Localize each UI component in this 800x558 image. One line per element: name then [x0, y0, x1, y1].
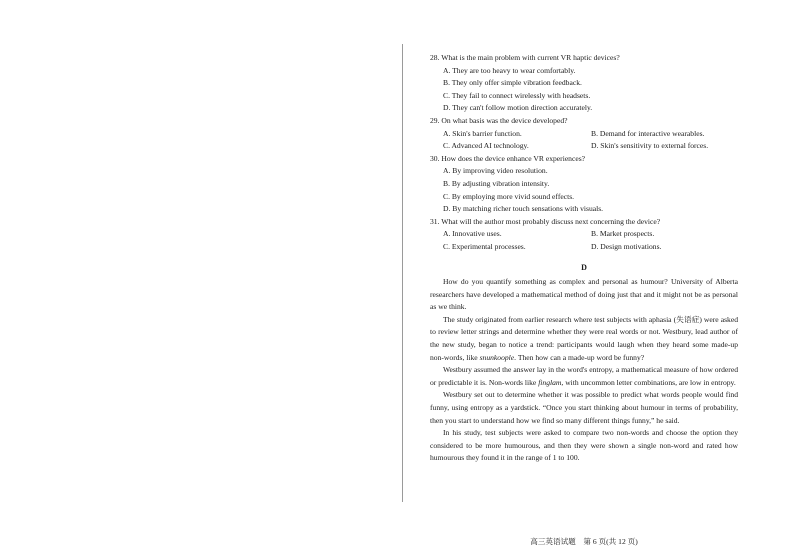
- section-title: D: [581, 262, 587, 272]
- question-28: [430, 52, 738, 115]
- right-column: [430, 52, 738, 465]
- question-stem: 31. What will the author most probably discuss next concerning the device?: [430, 216, 661, 226]
- option-d: D. By matching richer touch sensations with visuals.: [443, 204, 604, 214]
- options-row: [430, 140, 738, 153]
- paragraph-text: , with uncommon letter combinations, are low in entropy.: [561, 377, 736, 387]
- options-row: [430, 241, 738, 254]
- page-footer: 高三英语试题 第 6 页(共 12 页): [530, 537, 638, 546]
- option-a: A. By improving video resolution.: [443, 166, 548, 176]
- option-d: D. Design motivations.: [591, 241, 662, 251]
- paragraph-text: The study originated from earlier research where test subjects with aphasia (失语症) were asked to review letter strings and determine whether they were real words or not. Westbury, lead author of the new study, began to notice a trend: participants would laugh when they heard some made-up non-words, like: [430, 314, 738, 362]
- question-30: [430, 153, 738, 216]
- question-stem: 30. How does the device enhance VR experiences?: [430, 153, 586, 163]
- option-b: B. Demand for interactive wearables.: [591, 128, 705, 138]
- passage-paragraph-2: [430, 314, 738, 364]
- passage-paragraph-3: [430, 364, 738, 389]
- option-c: C. Advanced AI technology.: [443, 141, 529, 151]
- option-c: C. They fail to connect wirelessly with headsets.: [443, 90, 591, 100]
- question-31: [430, 216, 738, 254]
- option-a: A. Skin's barrier function.: [443, 128, 522, 138]
- options-row: [430, 128, 738, 141]
- option-c: C. By employing more vivid sound effects.: [443, 191, 575, 201]
- passage-paragraph-1: How do you quantify something as complex and personal as humour? University of Alberta researchers have developed a mathematical method of doing just that and it might not be as personal as we think.: [430, 277, 738, 312]
- option-b: B. They only offer simple vibration feedback.: [443, 78, 582, 88]
- column-divider: [402, 44, 403, 502]
- question-stem: 28. What is the main problem with current VR haptic devices?: [430, 53, 620, 62]
- paragraph-text: . Then how can a made-up word be funny?: [514, 352, 645, 362]
- italic-word: finglam: [538, 377, 562, 387]
- option-a: A. Innovative uses.: [443, 229, 502, 239]
- paragraph-text: Westbury assumed the answer lay in the word's entropy, a mathematical measure of how ordered or predictable it is. Non-words like: [430, 365, 738, 387]
- passage-paragraph-5: In his study, test subjects were asked to compare two non-words and choose the option they considered to be more humourous, and then they were shown a single non-word and rated how humourous they found it in the range of 1 to 100.: [430, 428, 738, 463]
- question-29: [430, 115, 738, 153]
- option-d: D. They can't follow motion direction accurately.: [443, 103, 593, 113]
- option-a: A. They are too heavy to wear comfortably.: [443, 65, 576, 75]
- option-c: C. Experimental processes.: [443, 241, 526, 251]
- option-b: B. Market prospects.: [591, 229, 655, 239]
- options-row: [430, 228, 738, 241]
- option-d: D. Skin's sensitivity to external forces.: [591, 141, 709, 151]
- question-stem: 29. On what basis was the device developed?: [430, 115, 568, 125]
- passage-paragraph-4: Westbury set out to determine whether it was possible to predict what words people would find funny, using entropy as a yardstick. “Once you start thinking about humour in terms of probability, then you start to understand how we find so many different things funny,” he said.: [430, 390, 738, 425]
- italic-word: snunkoople: [479, 352, 515, 362]
- option-b: B. By adjusting vibration intensity.: [443, 178, 550, 188]
